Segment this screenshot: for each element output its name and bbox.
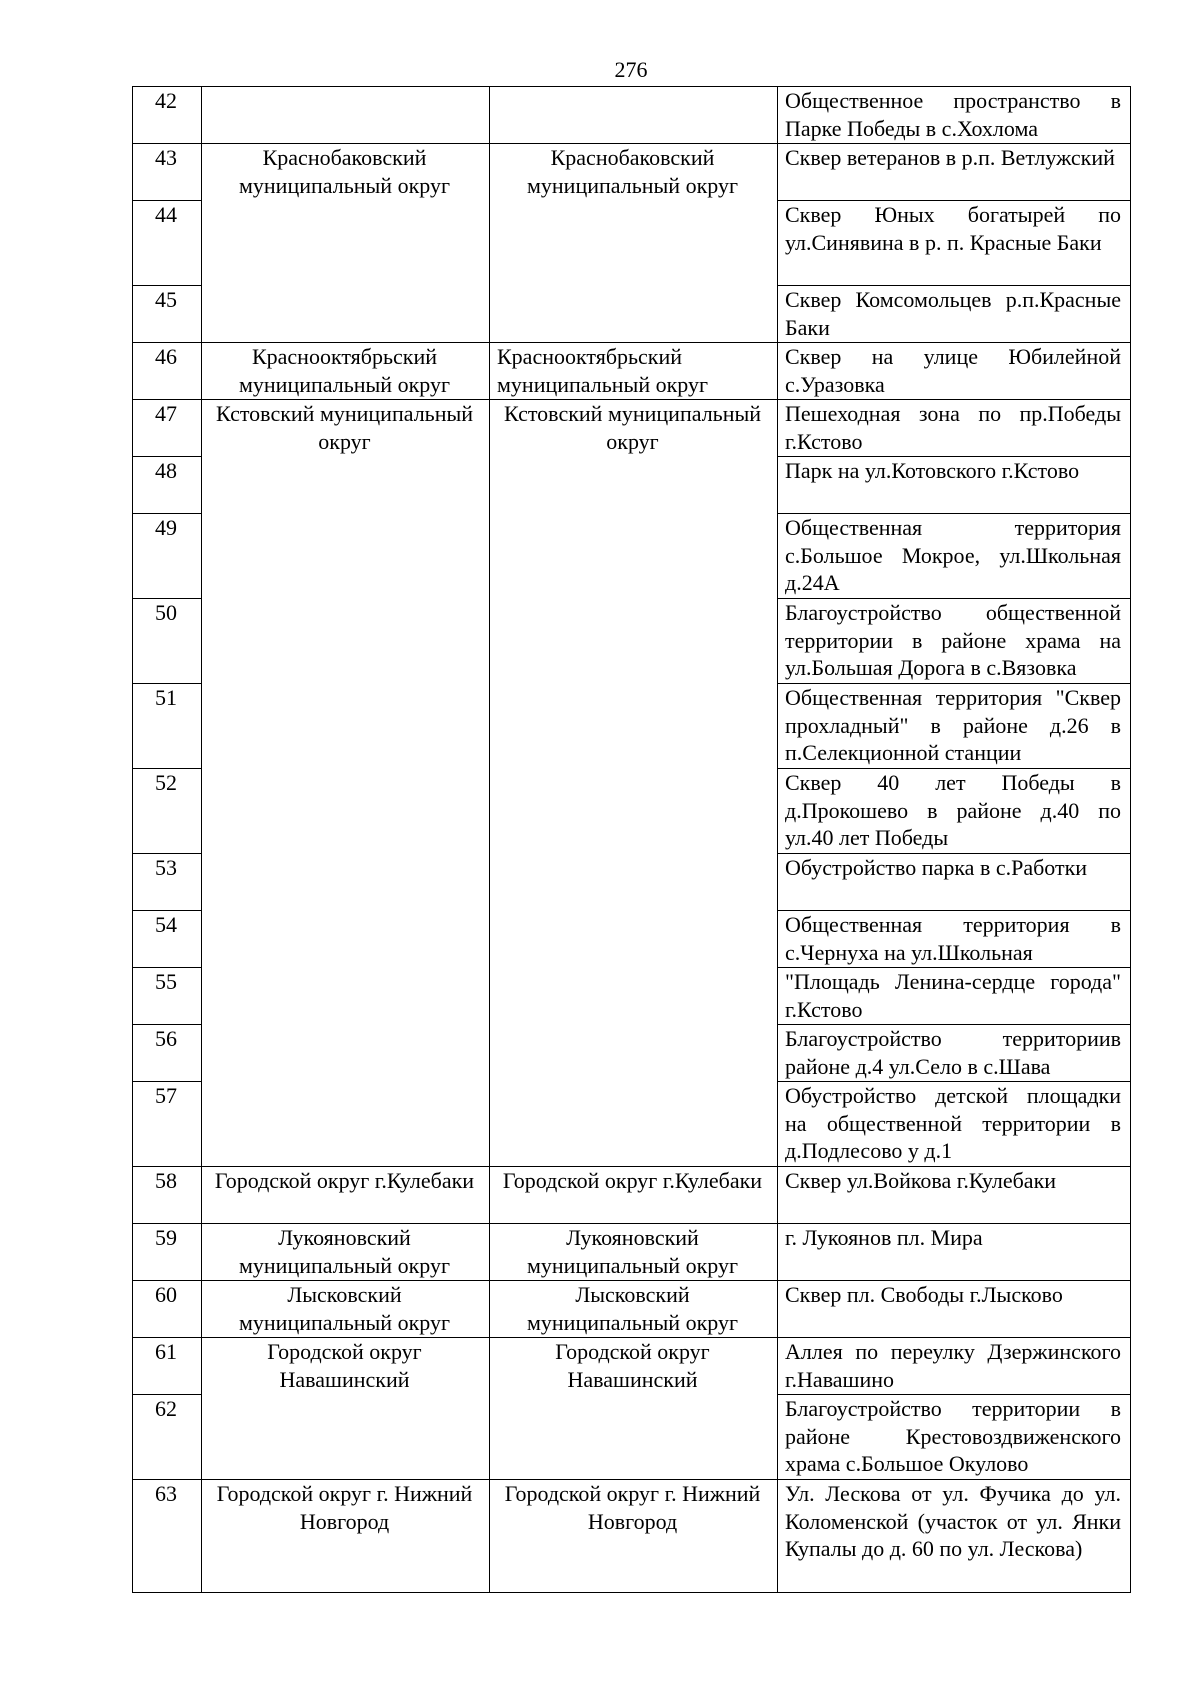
row-number: 45 <box>133 286 202 343</box>
recipient-cell: Городской округ Навашинский <box>490 1338 778 1480</box>
recipient-cell: Городской округ г. Нижний Новгород <box>490 1480 778 1593</box>
row-number: 49 <box>133 514 202 599</box>
object-cell: Сквер Комсомольцев р.п.Красные Баки <box>778 286 1131 343</box>
table-row <box>133 1224 1131 1281</box>
object-cell: Сквер на улице Юбилейной с.Уразовка <box>778 343 1131 400</box>
row-number: 61 <box>133 1338 202 1395</box>
object-cell: Благоустройство территории в районе Крестовоздвиженского храма с.Большое Окулово <box>778 1395 1131 1480</box>
object-cell: "Площадь Ленина-сердце города" г.Кстово <box>778 968 1131 1025</box>
row-number: 55 <box>133 968 202 1025</box>
municipality-cell: Краснооктябрьский муниципальный округ <box>202 343 490 400</box>
recipient-cell: Краснооктябрьский муниципальный округ <box>490 343 778 400</box>
object-cell: Общественная территория "Сквер прохладный" в районе д.26 в п.Селекционной станции <box>778 684 1131 769</box>
municipality-cell: Краснобаковский муниципальный округ <box>202 144 490 343</box>
row-number: 46 <box>133 343 202 400</box>
row-number: 47 <box>133 400 202 457</box>
row-number: 48 <box>133 457 202 514</box>
municipality-cell: Лукояновский муниципальный округ <box>202 1224 490 1281</box>
row-number: 44 <box>133 201 202 286</box>
row-number: 56 <box>133 1025 202 1082</box>
table-row <box>133 1338 1131 1395</box>
object-cell: г. Лукоянов пл. Мира <box>778 1224 1131 1281</box>
object-cell: Сквер 40 лет Победы в д.Прокошево в районе д.40 по ул.40 лет Победы <box>778 769 1131 854</box>
object-cell: Парк на ул.Котовского г.Кстово <box>778 457 1131 514</box>
object-cell: Общественное пространство в Парке Победы в с.Хохлома <box>778 87 1131 144</box>
object-cell: Аллея по переулку Дзержинского г.Навашино <box>778 1338 1131 1395</box>
row-number: 62 <box>133 1395 202 1480</box>
recipient-cell: Городской округ г.Кулебаки <box>490 1167 778 1224</box>
row-number: 54 <box>133 911 202 968</box>
object-cell: Сквер пл. Свободы г.Лысково <box>778 1281 1131 1338</box>
recipient-cell: Краснобаковский муниципальный округ <box>490 144 778 343</box>
row-number: 50 <box>133 599 202 684</box>
object-cell: Обустройство детской площадки на общественной территории в д.Подлесово у д.1 <box>778 1082 1131 1167</box>
table-row <box>133 343 1131 400</box>
municipality-cell: Городской округ г.Кулебаки <box>202 1167 490 1224</box>
row-number: 43 <box>133 144 202 201</box>
row-number: 63 <box>133 1480 202 1593</box>
row-number: 53 <box>133 854 202 911</box>
object-cell: Обустройство парка в с.Работки <box>778 854 1131 911</box>
object-cell: Благоустройство общественной территории в районе храма на ул.Большая Дорога в с.Вязовка <box>778 599 1131 684</box>
table-row <box>133 1480 1131 1593</box>
object-cell: Сквер ветеранов в р.п. Ветлужский <box>778 144 1131 201</box>
municipality-cell: Городской округ Навашинский <box>202 1338 490 1480</box>
table-row <box>133 144 1131 201</box>
municipality-cell <box>202 87 490 144</box>
row-number: 58 <box>133 1167 202 1224</box>
object-cell: Общественная территория с.Большое Мокрое, ул.Школьная д.24А <box>778 514 1131 599</box>
table-row <box>133 87 1131 144</box>
object-cell: Сквер Юных богатырей по ул.Синявина в р. п. Красные Баки <box>778 201 1131 286</box>
page-number: 276 <box>614 57 648 82</box>
table-row <box>133 1281 1131 1338</box>
object-cell: Благоустройство территориив районе д.4 ул.Село в с.Шава <box>778 1025 1131 1082</box>
row-number: 57 <box>133 1082 202 1167</box>
objects-table <box>132 86 1131 1593</box>
object-cell: Ул. Лескова от ул. Фучика до ул. Коломенской (участок от ул. Янки Купалы до д. 60 по ул. Лескова) <box>778 1480 1131 1593</box>
row-number: 59 <box>133 1224 202 1281</box>
municipality-cell: Кстовский муниципальный округ <box>202 400 490 1167</box>
municipality-cell: Городской округ г. Нижний Новгород <box>202 1480 490 1593</box>
object-cell: Пешеходная зона по пр.Победы г.Кстово <box>778 400 1131 457</box>
recipient-cell: Кстовский муниципальный округ <box>490 400 778 1167</box>
recipient-cell: Лысковский муниципальный округ <box>490 1281 778 1338</box>
table-row <box>133 1167 1131 1224</box>
object-cell: Сквер ул.Войкова г.Кулебаки <box>778 1167 1131 1224</box>
object-cell: Общественная территория в с.Чернуха на ул.Школьная <box>778 911 1131 968</box>
row-number: 51 <box>133 684 202 769</box>
row-number: 42 <box>133 87 202 144</box>
row-number: 52 <box>133 769 202 854</box>
row-number: 60 <box>133 1281 202 1338</box>
municipality-cell: Лысковский муниципальный округ <box>202 1281 490 1338</box>
recipient-cell <box>490 87 778 144</box>
table-row <box>133 400 1131 457</box>
recipient-cell: Лукояновский муниципальный округ <box>490 1224 778 1281</box>
